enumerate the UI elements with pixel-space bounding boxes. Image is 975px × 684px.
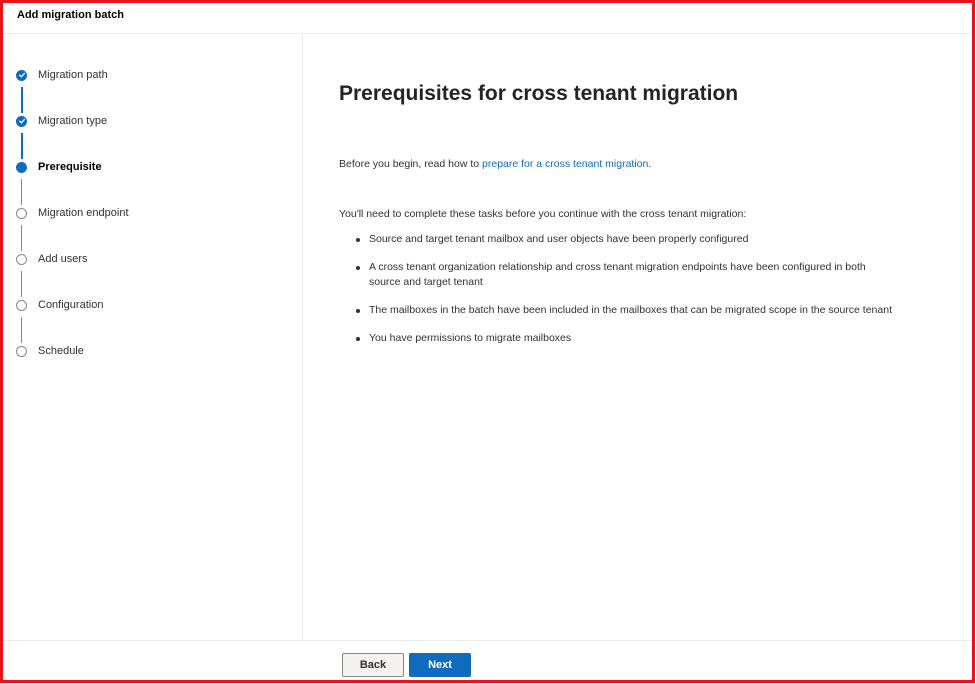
check-circle-icon [16, 116, 27, 127]
step-connector [21, 225, 22, 251]
bullet-icon [356, 266, 360, 270]
step-connector [21, 317, 22, 343]
check-circle-icon [16, 70, 27, 81]
step-migration-type[interactable] [16, 113, 107, 129]
task-text: A cross tenant organization relationship and cross tenant migration endpoints have been configured in both source and target tenant [369, 261, 866, 288]
task-text: Source and target tenant mailbox and user objects have been properly configured [369, 233, 749, 245]
step-label: Prerequisite [38, 161, 102, 173]
wizard-header [3, 3, 972, 34]
back-button[interactable]: Back [342, 653, 404, 677]
intro-paragraph [339, 158, 651, 170]
empty-circle-icon [16, 346, 27, 357]
task-text: The mailboxes in the batch have been included in the mailboxes that can be migrated scope in the source tenant [369, 304, 892, 316]
next-button[interactable]: Next [409, 653, 471, 677]
step-migration-endpoint[interactable] [16, 205, 129, 221]
step-migration-path[interactable] [16, 67, 108, 83]
bullet-icon [356, 238, 360, 242]
step-label: Migration endpoint [38, 207, 129, 219]
step-connector [21, 179, 22, 205]
tasks-lead-text: You'll need to complete these tasks before you continue with the cross tenant migration: [339, 208, 747, 220]
bullet-icon [356, 337, 360, 341]
step-label: Schedule [38, 345, 84, 357]
step-connector [21, 133, 23, 159]
step-label: Migration type [38, 115, 108, 127]
prepare-migration-link[interactable]: prepare for a cross tenant migration [482, 158, 649, 170]
list-item [339, 303, 899, 318]
empty-circle-icon [16, 300, 27, 311]
empty-circle-icon [16, 208, 27, 219]
intro-text: Before you begin, read how to [339, 158, 483, 170]
step-sidebar [3, 34, 303, 640]
task-list [339, 232, 899, 359]
step-configuration[interactable] [16, 297, 103, 313]
step-prerequisite[interactable] [16, 159, 102, 175]
current-step-icon [16, 162, 27, 173]
step-connector [21, 271, 22, 297]
step-label: Migration path [38, 69, 108, 81]
main-content [303, 34, 972, 640]
step-connector [21, 87, 23, 113]
list-item [339, 232, 899, 247]
wizard-footer [3, 640, 972, 684]
page-title: Prerequisites for cross tenant migration [339, 82, 739, 105]
empty-circle-icon [16, 254, 27, 265]
bullet-icon [356, 309, 360, 313]
step-add-users[interactable] [16, 251, 88, 267]
step-label: Configuration [38, 299, 104, 311]
list-item [339, 260, 899, 290]
intro-suffix: . [648, 158, 652, 170]
list-item [339, 331, 899, 346]
task-text: You have permissions to migrate mailboxes [369, 332, 572, 344]
wizard-title: Add migration batch [17, 9, 124, 21]
step-schedule[interactable] [16, 343, 84, 359]
step-label: Add users [38, 253, 88, 265]
